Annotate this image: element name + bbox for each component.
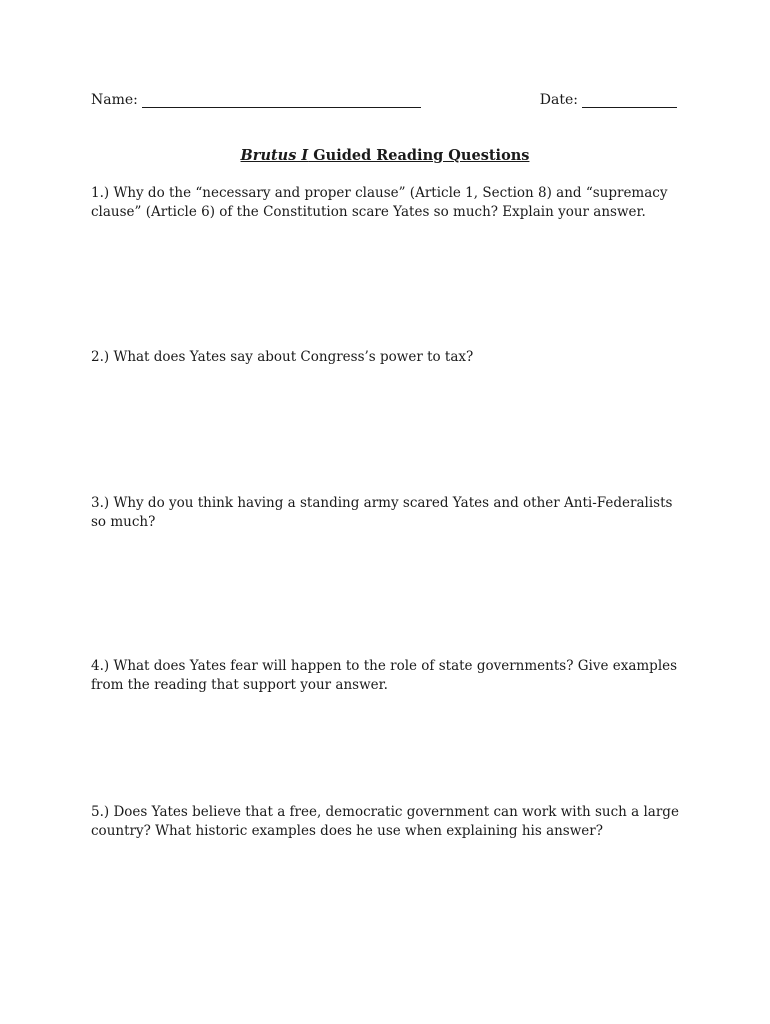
question-4: 4.) What does Yates fear will happen to the role of state governments? Give examples from the reading that support your answer. — [91, 658, 678, 693]
date-field — [540, 92, 677, 108]
name-blank-line[interactable] — [142, 93, 421, 108]
question-2: 2.) What does Yates say about Congress’s power to tax? — [91, 349, 474, 365]
name-label: Name: — [91, 92, 138, 108]
title-rest: Guided Reading Questions — [308, 147, 530, 164]
name-field — [91, 92, 421, 108]
date-blank-line[interactable] — [582, 93, 677, 108]
question-3: 3.) Why do you think having a standing army scared Yates and other Anti-Federalists so much? — [91, 495, 673, 530]
date-label: Date: — [539, 92, 578, 108]
page-title — [0, 147, 770, 164]
question-5: 5.) Does Yates believe that a free, democratic government can work with such a large country? What historic examples does he use when explaining his answer? — [91, 804, 679, 839]
header-row — [91, 92, 677, 114]
question-1: 1.) Why do the “necessary and proper clause” (Article 1, Section 8) and “supremacy clause” (Article 6) of the Constitution scare Yates so much? Explain your answer. — [91, 185, 668, 220]
title-italic: Brutus I — [240, 147, 309, 164]
